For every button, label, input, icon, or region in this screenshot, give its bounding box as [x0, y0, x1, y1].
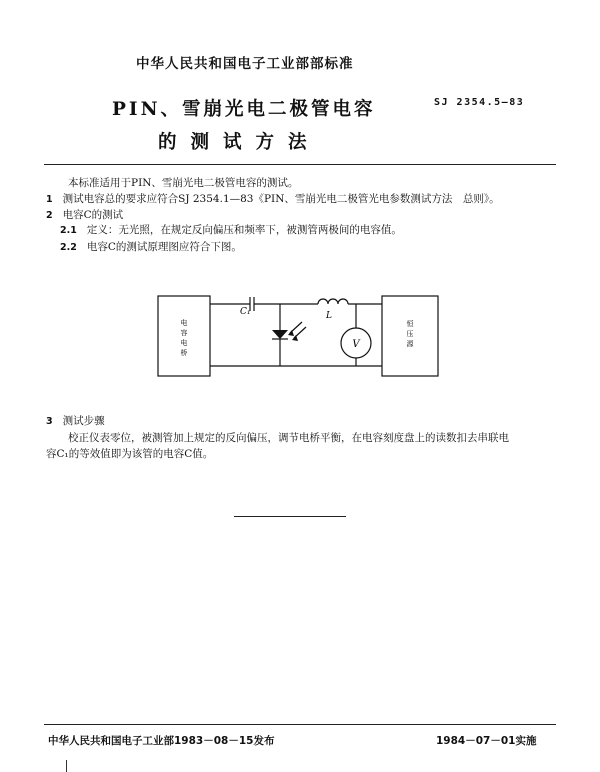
bridge-label-char-2: 容	[180, 329, 188, 337]
section-1-text: 测试电容总的要求应符合SJ 2354.1—83《PIN、雪崩光电二极管光电参数测试方法 总则》。	[62, 193, 500, 205]
effective-date-footer: 1984－07－01实施	[436, 735, 537, 747]
end-of-text-line	[234, 516, 346, 517]
source-label-char-2: 压	[406, 330, 414, 338]
title-line-1: PIN、雪崩光电二极管电容	[112, 99, 376, 120]
bottom-divider	[44, 724, 556, 725]
section-2-2-text: 电容C的测试原理图应符合下图。	[86, 241, 242, 253]
section-3-text: 测试步骤	[62, 415, 105, 427]
section-2-1-text: 定义：无光照，在规定反向偏压和频率下，被测管两极间的电容值。	[86, 224, 402, 236]
bridge-label-char-1: 电	[180, 319, 188, 327]
section-2-1-number: 2.1	[60, 225, 77, 236]
section-3	[46, 414, 105, 429]
section-2-number: 2	[46, 210, 53, 221]
inductor-label: L	[326, 311, 332, 321]
page-edge-mark	[66, 760, 67, 772]
source-label-char-1: 恒	[406, 320, 414, 328]
section-3-number: 3	[46, 416, 53, 427]
inductor-coil	[318, 299, 348, 304]
standard-number: SJ 2354.5—83	[434, 97, 525, 108]
diode-triangle	[272, 330, 288, 339]
intro-paragraph: 本标准适用于PIN、雪崩光电二极管电容的测试。	[68, 177, 299, 189]
voltmeter-label: V	[352, 339, 360, 350]
section-2-text: 电容C的测试	[62, 209, 124, 221]
step-text-line-1: 校正仪表零位，被测管加上规定的反向偏压，调节电桥平衡，在电容刻度盘上的读数扣去串联电	[68, 432, 509, 444]
issue-date-footer: 中华人民共和国电子工业部1983－08－15发布	[48, 735, 275, 747]
standard-body-header: 中华人民共和国电子工业部部标准	[136, 56, 354, 72]
section-1-number: 1	[46, 194, 53, 205]
step-text-line-2: 容C₁的等效值即为该管的电容C值。	[46, 448, 214, 460]
bridge-label-char-4: 桥	[180, 349, 188, 357]
capacitor-label: C₁	[240, 307, 251, 317]
section-2-2-number: 2.2	[60, 242, 77, 253]
bridge-label-char-3: 电	[180, 339, 188, 347]
title-line-2: 的测试方法	[158, 132, 321, 153]
source-label-char-3: 源	[406, 340, 414, 348]
